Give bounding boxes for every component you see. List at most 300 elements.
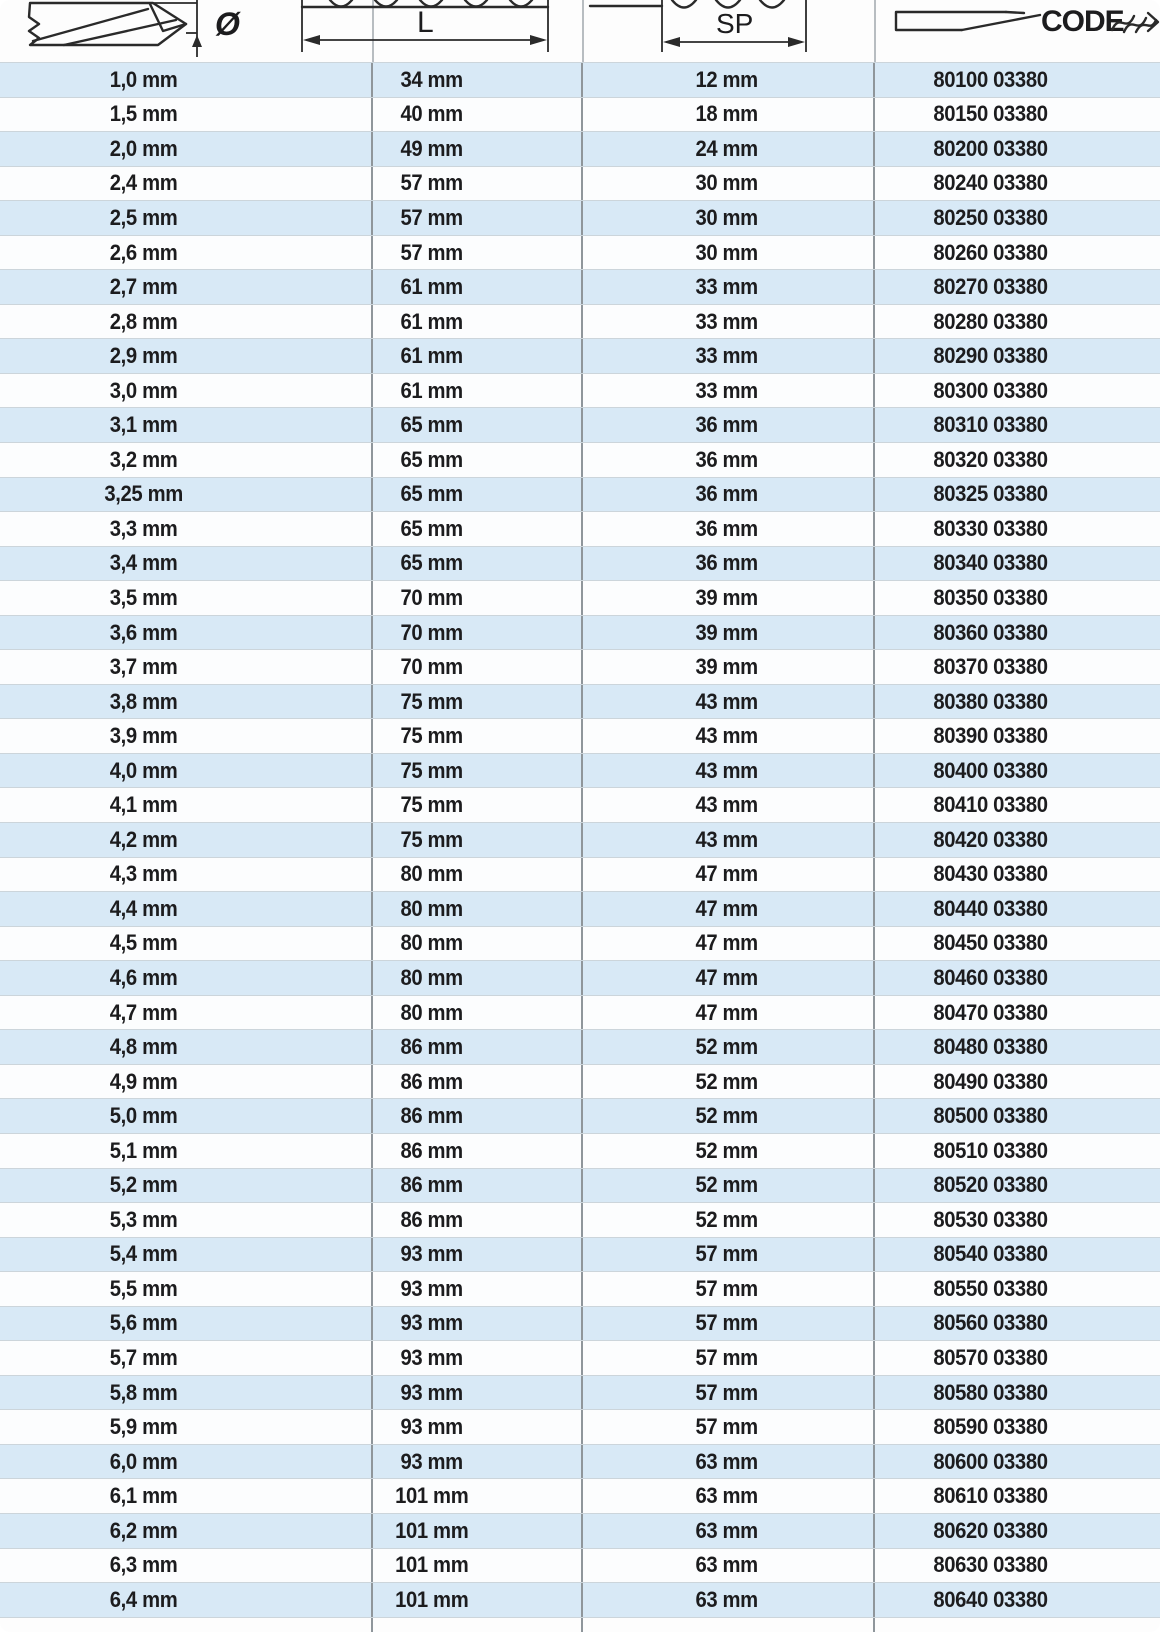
diameter-cell [0, 754, 373, 788]
length-cell [373, 1376, 583, 1410]
spiral-cell [583, 1238, 875, 1272]
cell-value: 80380 03380 [932, 688, 1048, 714]
cell-value: 52 mm [695, 1206, 759, 1232]
cell-value: 47 mm [695, 895, 759, 921]
cell-value: 80280 03380 [932, 308, 1048, 334]
diameter-cell [0, 478, 373, 512]
cell-value: 101 mm [395, 1552, 469, 1578]
spiral-cell [583, 1618, 875, 1632]
diameter-cell [0, 788, 373, 822]
cell-value: 5,8 mm [109, 1379, 178, 1405]
length-cell [373, 1099, 583, 1133]
table-row [0, 373, 1160, 408]
spiral-cell [583, 512, 875, 546]
cell-value: 5,4 mm [109, 1241, 178, 1267]
cell-value: 65 mm [400, 515, 464, 541]
spiral-cell [583, 1445, 875, 1479]
table-row [0, 1582, 1160, 1617]
cell-value: 101 mm [395, 1517, 469, 1543]
cell-value: 70 mm [400, 584, 464, 610]
cell-value: 5,6 mm [109, 1310, 178, 1336]
length-cell [373, 339, 583, 373]
cell-value: 93 mm [400, 1448, 464, 1474]
cell-value: 80620 03380 [932, 1517, 1048, 1543]
length-cell [373, 1065, 583, 1099]
length-cell [373, 823, 583, 857]
cell-value: 80310 03380 [932, 412, 1048, 438]
table-row [0, 1133, 1160, 1168]
length-cell [373, 892, 583, 926]
cell-value: 43 mm [695, 826, 759, 852]
cell-value: 52 mm [695, 1172, 759, 1198]
code-cell [875, 1099, 1160, 1133]
length-cell [373, 443, 583, 477]
cell-value: 4,3 mm [109, 861, 178, 887]
code-cell [875, 719, 1160, 753]
cell-value: 39 mm [695, 654, 759, 680]
cell-value: 80550 03380 [932, 1275, 1048, 1301]
spiral-cell [583, 201, 875, 235]
cell-value: 80460 03380 [932, 964, 1048, 990]
diameter-cell [0, 927, 373, 961]
cell-value: 3,3 mm [109, 515, 178, 541]
spiral-cell [583, 1272, 875, 1306]
spiral-cell [583, 685, 875, 719]
cell-value: 80600 03380 [932, 1448, 1048, 1474]
cell-value: 4,9 mm [109, 1068, 178, 1094]
diameter-cell [0, 858, 373, 892]
length-header-label: L [417, 6, 434, 39]
cell-value: 3,5 mm [109, 584, 178, 610]
cell-value: 80 mm [400, 999, 464, 1025]
cell-value: 39 mm [695, 619, 759, 645]
diameter-cell [0, 305, 373, 339]
cell-value: 80470 03380 [932, 999, 1048, 1025]
cell-value: 80100 03380 [932, 66, 1048, 92]
code-cell [875, 305, 1160, 339]
cell-value: 3,0 mm [109, 377, 178, 403]
spiral-cell [583, 478, 875, 512]
diameter-cell [0, 581, 373, 615]
cell-value: 39 mm [695, 584, 759, 610]
code-cell [875, 374, 1160, 408]
cell-value: 80450 03380 [932, 930, 1048, 956]
code-cell [875, 1410, 1160, 1444]
length-cell [373, 1549, 583, 1583]
cell-value: 80440 03380 [932, 895, 1048, 921]
cell-value: 43 mm [695, 792, 759, 818]
cell-value: 6,1 mm [109, 1483, 178, 1509]
table-row [0, 269, 1160, 304]
cell-value: 6,0 mm [109, 1448, 178, 1474]
code-cell [875, 1030, 1160, 1064]
spiral-cell [583, 236, 875, 270]
table-row [0, 1513, 1160, 1548]
diameter-cell [0, 1618, 373, 1632]
length-cell [373, 547, 583, 581]
cell-value: 80490 03380 [932, 1068, 1048, 1094]
cell-value: 4,6 mm [109, 964, 178, 990]
cell-value: 101 mm [395, 1483, 469, 1509]
spiral-cell [583, 1376, 875, 1410]
spiral-cell [583, 858, 875, 892]
code-cell [875, 1514, 1160, 1548]
spiral-cell [583, 581, 875, 615]
code-cell [875, 927, 1160, 961]
cell-value: 52 mm [695, 1034, 759, 1060]
table-header [0, 0, 1160, 62]
cell-value: 70 mm [400, 654, 464, 680]
table-row [0, 131, 1160, 166]
cell-value: 2,0 mm [109, 135, 178, 161]
table-row [0, 1064, 1160, 1099]
diameter-cell [0, 1341, 373, 1375]
diameter-cell [0, 167, 373, 201]
spiral-cell [583, 167, 875, 201]
header-graphics [0, 0, 1160, 62]
spiral-cell [583, 98, 875, 132]
cell-value: 80 mm [400, 895, 464, 921]
cell-value: 36 mm [695, 550, 759, 576]
cell-value: 57 mm [695, 1379, 759, 1405]
cell-value: 52 mm [695, 1068, 759, 1094]
cell-value: 61 mm [400, 377, 464, 403]
cell-value: 47 mm [695, 964, 759, 990]
cell-value: 80340 03380 [932, 550, 1048, 576]
cell-value: 80640 03380 [932, 1586, 1048, 1612]
cell-value: 2,4 mm [109, 170, 178, 196]
cell-value: 75 mm [400, 826, 464, 852]
spiral-cell [583, 996, 875, 1030]
code-cell [875, 512, 1160, 546]
table-row [0, 1444, 1160, 1479]
cell-value: 65 mm [400, 481, 464, 507]
length-cell [373, 201, 583, 235]
cell-value: 47 mm [695, 999, 759, 1025]
cell-value: 40 mm [400, 101, 464, 127]
table-row [0, 1168, 1160, 1203]
table-row [0, 926, 1160, 961]
table-row [0, 338, 1160, 373]
cell-value: 6,2 mm [109, 1517, 178, 1543]
spiral-cell [583, 132, 875, 166]
length-cell [373, 996, 583, 1030]
cell-value: 3,7 mm [109, 654, 178, 680]
table-row [0, 684, 1160, 719]
drill-total-length-icon [302, 0, 548, 52]
cell-value: 5,1 mm [109, 1137, 178, 1163]
cell-value: 61 mm [400, 343, 464, 369]
table-row [0, 1548, 1160, 1583]
table-row [0, 960, 1160, 995]
cell-value: 80590 03380 [932, 1414, 1048, 1440]
spiral-cell [583, 443, 875, 477]
spiral-cell [583, 1099, 875, 1133]
diameter-cell [0, 132, 373, 166]
code-cell [875, 996, 1160, 1030]
cell-value: 80370 03380 [932, 654, 1048, 680]
cell-value: 4,4 mm [109, 895, 178, 921]
spiral-cell [583, 650, 875, 684]
length-cell [373, 927, 583, 961]
cell-value: 2,8 mm [109, 308, 178, 334]
diameter-cell [0, 685, 373, 719]
cell-value: 30 mm [695, 170, 759, 196]
length-cell [373, 1410, 583, 1444]
cell-value: 1,5 mm [109, 101, 178, 127]
cell-value: 1,0 mm [109, 66, 178, 92]
cell-value: 80430 03380 [932, 861, 1048, 887]
length-cell [373, 1445, 583, 1479]
code-cell [875, 1618, 1160, 1632]
cell-value: 6,3 mm [109, 1552, 178, 1578]
code-cell [875, 754, 1160, 788]
cell-value: 80480 03380 [932, 1034, 1048, 1060]
table-row [0, 407, 1160, 442]
spiral-cell [583, 305, 875, 339]
spiral-cell [583, 788, 875, 822]
code-cell [875, 547, 1160, 581]
cell-value: 80270 03380 [932, 274, 1048, 300]
table-row [0, 477, 1160, 512]
cell-value: 3,6 mm [109, 619, 178, 645]
drill-diameter-icon [29, 0, 241, 57]
cell-value: 43 mm [695, 688, 759, 714]
diameter-cell [0, 1583, 373, 1617]
cell-value: 4,7 mm [109, 999, 178, 1025]
spiral-cell [583, 374, 875, 408]
length-cell [373, 1203, 583, 1237]
cell-value: 63 mm [695, 1552, 759, 1578]
cell-value: 12 mm [695, 66, 759, 92]
spiral-cell [583, 270, 875, 304]
cell-value: 36 mm [695, 515, 759, 541]
table-row [0, 1098, 1160, 1133]
diameter-cell [0, 1030, 373, 1064]
cell-value: 80325 03380 [932, 481, 1048, 507]
code-cell [875, 478, 1160, 512]
code-cell [875, 236, 1160, 270]
diameter-cell [0, 1169, 373, 1203]
cell-value: 4,0 mm [109, 757, 178, 783]
table-row [0, 787, 1160, 822]
cell-value: 65 mm [400, 446, 464, 472]
length-cell [373, 1238, 583, 1272]
code-cell [875, 63, 1160, 97]
cell-value: 93 mm [400, 1414, 464, 1440]
cell-value: 80 mm [400, 930, 464, 956]
code-cell [875, 1376, 1160, 1410]
cell-value: 65 mm [400, 550, 464, 576]
cell-value: 80400 03380 [932, 757, 1048, 783]
cell-value: 80300 03380 [932, 377, 1048, 403]
cell-value: 24 mm [695, 135, 759, 161]
cell-value: 93 mm [400, 1310, 464, 1336]
cell-value: 80 mm [400, 861, 464, 887]
cell-value: 80350 03380 [932, 584, 1048, 610]
spiral-cell [583, 1169, 875, 1203]
cell-value: 43 mm [695, 723, 759, 749]
cell-value: 75 mm [400, 757, 464, 783]
spiral-header-label: SP [716, 8, 754, 39]
cell-value: 93 mm [400, 1379, 464, 1405]
code-cell [875, 98, 1160, 132]
table-row [0, 649, 1160, 684]
length-cell [373, 1341, 583, 1375]
diameter-cell [0, 892, 373, 926]
cell-value: 80 mm [400, 964, 464, 990]
cell-value: 75 mm [400, 688, 464, 714]
diameter-cell [0, 1203, 373, 1237]
cell-value: 70 mm [400, 619, 464, 645]
spec-table [0, 62, 1160, 1617]
table-row [0, 995, 1160, 1030]
table-row [0, 1237, 1160, 1272]
diameter-cell [0, 201, 373, 235]
cell-value: 52 mm [695, 1137, 759, 1163]
cell-value: 4,5 mm [109, 930, 178, 956]
diameter-cell [0, 1479, 373, 1513]
cell-value: 36 mm [695, 481, 759, 507]
cell-value: 86 mm [400, 1172, 464, 1198]
diameter-cell [0, 443, 373, 477]
spiral-cell [583, 719, 875, 753]
code-cell [875, 581, 1160, 615]
table-row [0, 62, 1160, 97]
diameter-cell [0, 63, 373, 97]
cell-value: 36 mm [695, 446, 759, 472]
table-row [0, 1478, 1160, 1513]
cell-value: 80320 03380 [932, 446, 1048, 472]
cell-value: 43 mm [695, 757, 759, 783]
spiral-cell [583, 1549, 875, 1583]
code-cell [875, 1549, 1160, 1583]
length-cell [373, 1514, 583, 1548]
length-cell [373, 788, 583, 822]
length-cell [373, 374, 583, 408]
length-cell [373, 167, 583, 201]
length-cell [373, 512, 583, 546]
cell-value: 80570 03380 [932, 1345, 1048, 1370]
table-row [0, 1271, 1160, 1306]
diameter-cell [0, 1272, 373, 1306]
code-cell [875, 1134, 1160, 1168]
diameter-cell [0, 1065, 373, 1099]
cell-value: 86 mm [400, 1206, 464, 1232]
spiral-cell [583, 1583, 875, 1617]
cell-value: 80260 03380 [932, 239, 1048, 265]
cell-value: 33 mm [695, 308, 759, 334]
cell-value: 3,1 mm [109, 412, 178, 438]
diameter-cell [0, 236, 373, 270]
diameter-cell [0, 961, 373, 995]
code-cell [875, 270, 1160, 304]
cell-value: 61 mm [400, 308, 464, 334]
cell-value: 57 mm [695, 1345, 759, 1370]
table-row [0, 1306, 1160, 1341]
cell-value: 86 mm [400, 1034, 464, 1060]
table-row [0, 857, 1160, 892]
spiral-cell [583, 339, 875, 373]
diameter-cell [0, 719, 373, 753]
code-header-label: CODE [1041, 5, 1124, 38]
spiral-cell [583, 754, 875, 788]
length-cell [373, 1618, 583, 1632]
cell-value: 18 mm [695, 101, 759, 127]
cell-value: 5,3 mm [109, 1206, 178, 1232]
cell-value: 65 mm [400, 412, 464, 438]
cell-value: 33 mm [695, 343, 759, 369]
cell-value: 80360 03380 [932, 619, 1048, 645]
cell-value: 30 mm [695, 239, 759, 265]
length-cell [373, 1272, 583, 1306]
cell-value: 93 mm [400, 1275, 464, 1301]
cell-value: 80410 03380 [932, 792, 1048, 818]
diameter-cell [0, 650, 373, 684]
spiral-cell [583, 1479, 875, 1513]
table-row [0, 891, 1160, 926]
code-cell [875, 685, 1160, 719]
cell-value: 80580 03380 [932, 1379, 1048, 1405]
table-row [0, 235, 1160, 270]
spiral-cell [583, 1203, 875, 1237]
diameter-cell [0, 512, 373, 546]
cell-value: 80250 03380 [932, 204, 1048, 230]
table-row [0, 1375, 1160, 1410]
code-cell [875, 1445, 1160, 1479]
length-cell [373, 132, 583, 166]
spiral-cell [583, 823, 875, 857]
length-cell [373, 305, 583, 339]
spiral-cell [583, 547, 875, 581]
cell-value: 63 mm [695, 1448, 759, 1474]
cell-value: 75 mm [400, 723, 464, 749]
cell-value: 80290 03380 [932, 343, 1048, 369]
cell-value: 3,8 mm [109, 688, 178, 714]
cell-value: 75 mm [400, 792, 464, 818]
cell-value: 2,5 mm [109, 204, 178, 230]
spiral-cell [583, 1410, 875, 1444]
length-cell [373, 1307, 583, 1341]
diameter-cell [0, 1445, 373, 1479]
diameter-cell [0, 1410, 373, 1444]
cell-value: 5,9 mm [109, 1414, 178, 1440]
spiral-cell [583, 63, 875, 97]
length-cell [373, 650, 583, 684]
code-cell [875, 1238, 1160, 1272]
length-cell [373, 616, 583, 650]
cell-value: 80560 03380 [932, 1310, 1048, 1336]
cell-value: 86 mm [400, 1137, 464, 1163]
cell-value: 80510 03380 [932, 1137, 1048, 1163]
diameter-cell [0, 616, 373, 650]
spiral-cell [583, 1134, 875, 1168]
table-row [0, 1340, 1160, 1375]
cell-value: 47 mm [695, 861, 759, 887]
code-cell [875, 1272, 1160, 1306]
cell-value: 101 mm [395, 1586, 469, 1612]
code-cell [875, 167, 1160, 201]
cell-value: 80200 03380 [932, 135, 1048, 161]
drill-spiral-length-icon [590, 0, 806, 52]
drill-code-icon [896, 5, 1158, 38]
cell-value: 57 mm [400, 204, 464, 230]
length-cell [373, 858, 583, 892]
spiral-cell [583, 961, 875, 995]
diameter-cell [0, 547, 373, 581]
cell-value: 93 mm [400, 1345, 464, 1370]
table-row [0, 546, 1160, 581]
